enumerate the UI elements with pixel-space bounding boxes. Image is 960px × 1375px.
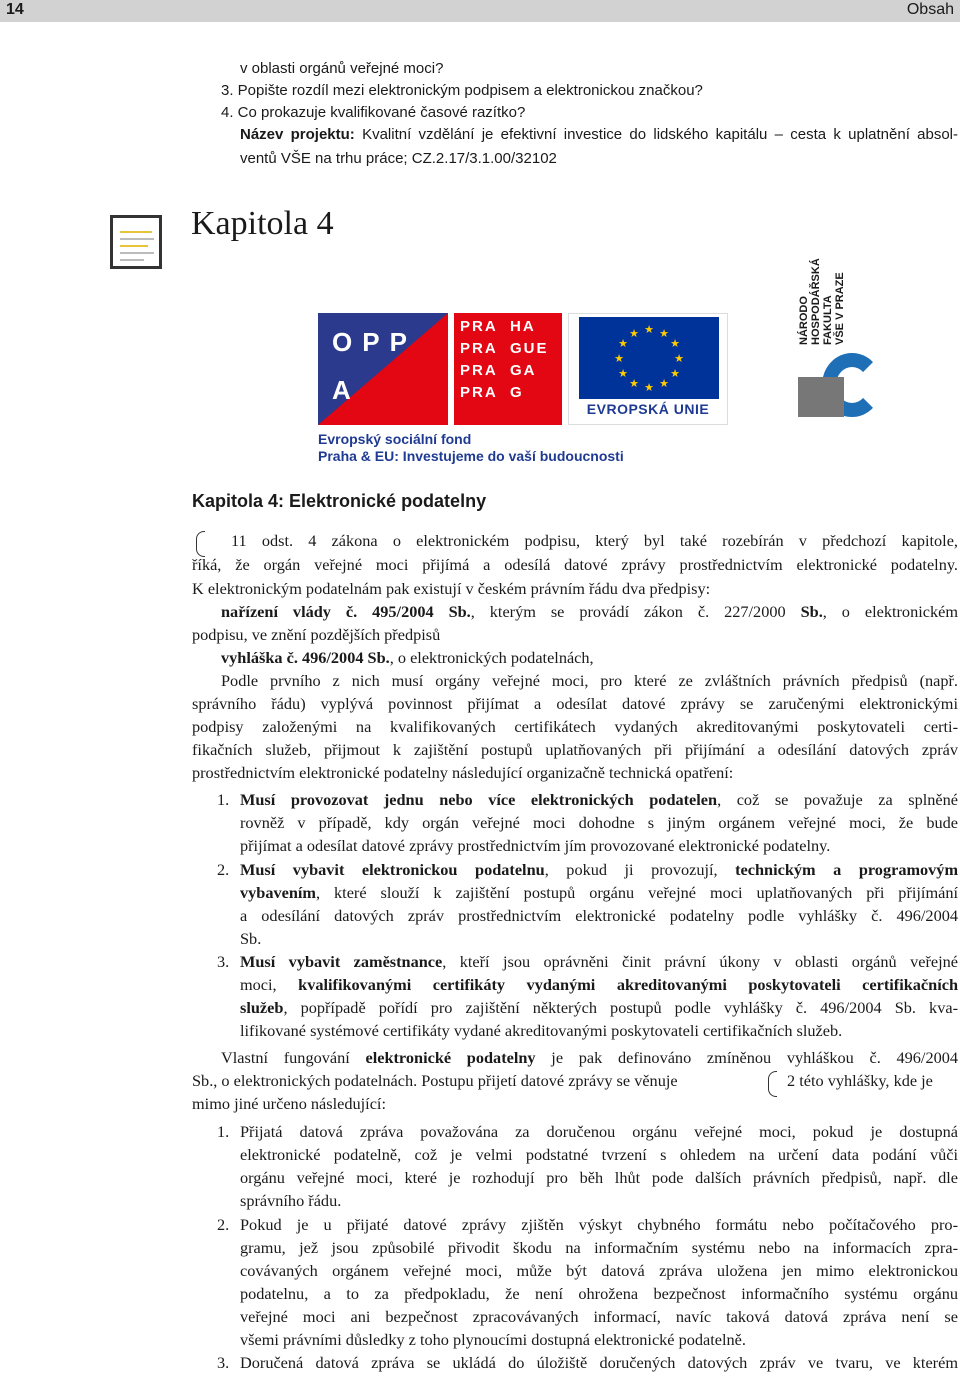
running-header xyxy=(0,0,960,22)
eu-label: EVROPSKÁ UNIE xyxy=(586,401,710,417)
list1-item-1-line-3: přijímat a odesílat datové zprávy prostřednictvím jím provozované elektronické podatelny. xyxy=(240,836,831,855)
p2-line-5: prostřednictvím elektronické podatelny následující organizačně technická opatření: xyxy=(192,763,734,782)
svg-text:★: ★ xyxy=(629,327,639,340)
svg-text:★: ★ xyxy=(659,377,669,390)
chapter-title: Kapitola 4 xyxy=(191,205,334,242)
project-label: Název projektu: xyxy=(240,126,355,143)
p1-line-2: říká, že orgán veřejné moci přijímá a odesílá datové zprávy prostřednictvím elektronické podatelny. xyxy=(192,555,958,574)
question-line-cont: v oblasti orgánů veřejné moci? xyxy=(240,60,444,77)
list1-num-1: 1. xyxy=(217,790,230,809)
list2-item-1-line-3: orgánu veřejné moci, které je rozhodují pro běh lhůt pode dalších právních předpisů, např. dle xyxy=(240,1168,958,1187)
list1-item-3-line-3: služeb, popřípadě pořídí pro zajištění některých postupů podle vyhlášky č. 496/2004 Sb. kva- xyxy=(240,998,958,1017)
svg-text:★: ★ xyxy=(614,352,624,365)
list1-item-2-line-4: Sb. xyxy=(240,929,262,948)
question-4: 4. Co prokazuje kvalifikované časové razítko? xyxy=(221,104,526,121)
list2-num-3: 3. xyxy=(217,1353,230,1372)
project-text: Kvalitní vzdělání je efektivní investice do lidského kapitálu – cesta k uplatnění absol- xyxy=(354,126,958,143)
list2-item-2-line-2: gramu, jež jsou způsobilé přivodit škodu na informačním systému nebo na informacích zpra- xyxy=(240,1238,958,1257)
list2-item-1-line-4: správního řádu. xyxy=(240,1191,342,1210)
svg-text:★: ★ xyxy=(659,327,669,340)
p2-line-4: fikačních služeb, přijmout k zajištění postupů uplatňovaných při přijímání a odesílání datových zpráv xyxy=(192,740,958,759)
nhf-text: NÁRODO HOSPODÁŘSKÁ FAKULTA VŠE V PRAZE xyxy=(798,258,846,345)
section-sign-icon-2 xyxy=(768,1071,777,1097)
svg-text:★: ★ xyxy=(644,381,654,394)
list2-item-2-line-1: Pokud je u přijaté datové zprávy zjištěn výskyt chybného formátu nebo počítačového pro- xyxy=(240,1215,958,1234)
p3-line-1: Vlastní fungování elektronické podatelny je pak definováno zmíněnou vyhláškou č. 496/2004 xyxy=(221,1048,959,1067)
list1-item-1-line-1: Musí provozovat jednu nebo více elektronických podatelen, což se považuje za splněné xyxy=(240,790,958,809)
svg-text:★: ★ xyxy=(618,337,628,350)
eu-flag-icon xyxy=(579,317,719,399)
chapter-document-icon xyxy=(110,215,162,269)
project-line-1 xyxy=(240,124,958,146)
page-number: 14 xyxy=(6,1,24,18)
list1-num-3: 3. xyxy=(217,952,230,971)
svg-text:★: ★ xyxy=(644,323,654,336)
regulation-1-cont: podpisu, ve znění pozdějších předpisů xyxy=(192,625,441,644)
p2-line-1: Podle prvního z nich musí orgány veřejné moci, pro které ze zvláštních právních předpisů (např. xyxy=(221,671,958,690)
nhf-vse-logo xyxy=(792,258,888,425)
p2-line-2: správního řádu) vyplývá povinnost přijímat a odesílat datové zprávy se zaručenými elektronickými xyxy=(192,694,958,713)
p3-line-2a: Sb., o elektronických podatelnách. Postupu přijetí datové zprávy se věnuje xyxy=(192,1071,678,1090)
opp-a-logo: OPP A xyxy=(318,313,448,425)
svg-text:★: ★ xyxy=(674,352,684,365)
list1-item-3-line-1: Musí vybavit zaměstnance, kteří jsou oprávněni činit právní úkony v oblasti orgánů veřejné xyxy=(240,952,958,971)
esf-line-2: Praha & EU: Investujeme do vaší budoucnosti xyxy=(318,448,624,464)
list2-item-2-line-4: podatelnu, a to za předpokladu, že není ohrožena bezpečnost informačního systému orgánu xyxy=(240,1284,958,1303)
list1-num-2: 2. xyxy=(217,860,230,879)
praha-logo: PRA PRA PRA PRA HA GUE GA G xyxy=(454,313,562,425)
p3-line-2b: 2 této vyhlášky, kde je xyxy=(787,1071,933,1090)
list1-item-1-line-2: rovněž v případě, kdy orgán veřejné moci dohodne s jiným orgánem veřejné moci, že bude xyxy=(240,813,958,832)
p1-line-3: K elektronickým podatelnám pak existují v českém právním řádu dva předpisy: xyxy=(192,579,711,598)
list2-item-2-line-3: covávaných orgánem veřejné moci, může být datová zpráva uložena jen mimo elektronickou xyxy=(240,1261,958,1280)
list2-item-1-line-1: Přijatá datová zpráva považována za doručenou orgánu veřejné moci, pokud je dostupná xyxy=(240,1122,958,1141)
svg-text:★: ★ xyxy=(629,377,639,390)
esf-line-1: Evropský sociální fond xyxy=(318,431,472,447)
opp-a-logo-banner xyxy=(318,310,758,466)
eu-logo xyxy=(568,313,728,425)
list1-item-2-line-3: a odesílání datových zpráv prostřednictvím elektronické podatelny podle vyhlášky č. 496/2004 xyxy=(240,906,958,925)
section-name: Obsah xyxy=(906,1,954,18)
svg-text:★: ★ xyxy=(670,337,680,350)
list1-item-2-line-2: vybavením, které slouží k zajištění postupů orgánu veřejné moci uplatňovaných při přijímání xyxy=(240,883,958,902)
question-3: 3. Popište rozdíl mezi elektronickým podpisem a elektronickou značkou? xyxy=(221,82,703,99)
list2-item-2-line-5: veřejné moci ani bezpečnost zpracovávaných informací, navíc taková datová zpráva není se xyxy=(240,1307,958,1326)
p2-line-3: podpisy založenými na kvalifikovaných certifikátech vydaných akreditovanými poskytovateli certi- xyxy=(192,717,958,736)
nhf-square-icon xyxy=(798,377,844,417)
p1-line-1: 11 odst. 4 zákona o elektronickém podpisu, který byl také rozebírán v předchozí kapitole, xyxy=(231,531,958,550)
list2-num-2: 2. xyxy=(217,1215,230,1234)
list1-item-3-line-2: moci, kvalifikovanými certifikáty vydanými akreditovanými poskytovateli certifikačních xyxy=(240,975,958,994)
list2-num-1: 1. xyxy=(217,1122,230,1141)
list2-item-2-line-6: všemi právními důsledky z toho plynoucími dostupná elektronické podatelně. xyxy=(240,1330,746,1349)
svg-text:★: ★ xyxy=(618,367,628,380)
regulation-2: vyhláška č. 496/2004 Sb., o elektronických podatelnách, xyxy=(221,648,594,667)
list1-item-2-line-1: Musí vybavit elektronickou podatelnu, pokud ji provozují, technickým a programovým xyxy=(240,860,959,879)
list2-item-1-line-2: elektronické podatelně, což je velmi podstatné tvrzení s ohledem na určení data podání vůči xyxy=(240,1145,958,1164)
p3-line-3: mimo jiné určeno následující: xyxy=(192,1094,386,1113)
list1-item-3-line-4: lifikované systémové certifikáty vydané akreditovanými poskytovateli certifikačních služeb. xyxy=(240,1021,843,1040)
list2-item-3-line-1: Doručená datová zpráva se ukládá do úložiště doručených datových zpráv ve tvaru, ve kterém xyxy=(240,1353,958,1372)
regulation-1: nařízení vlády č. 495/2004 Sb., kterým se provádí zákon č. 227/2000 Sb., o elektronickém xyxy=(221,602,958,621)
section-heading: Kapitola 4: Elektronické podatelny xyxy=(192,491,487,511)
project-line-2: ventů VŠE na trhu práce; CZ.2.17/3.1.00/32102 xyxy=(240,150,557,167)
svg-text:★: ★ xyxy=(670,367,680,380)
